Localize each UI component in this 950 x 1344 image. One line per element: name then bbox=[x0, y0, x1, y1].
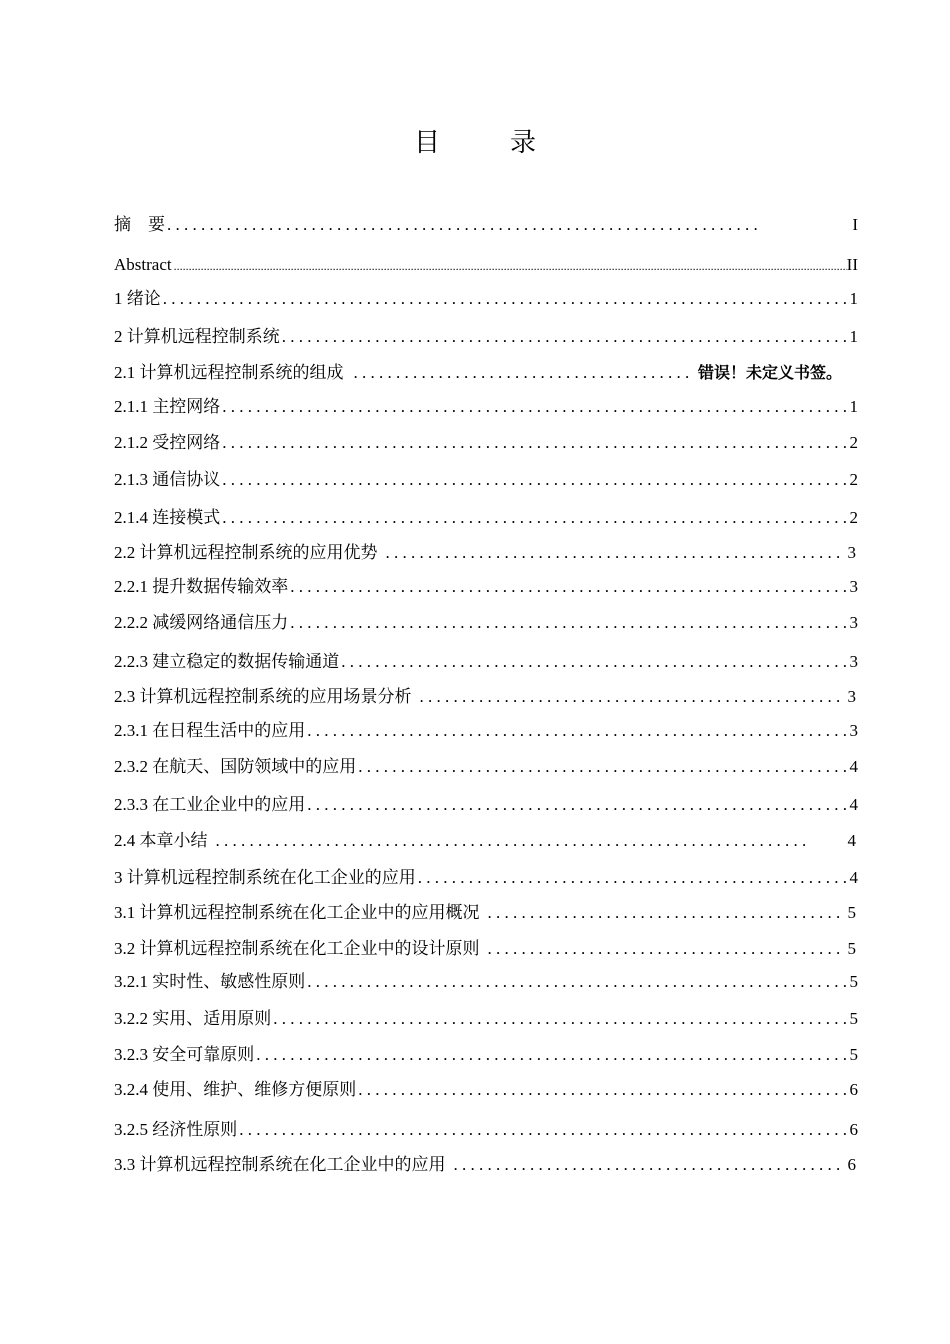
toc-entry[interactable] bbox=[114, 865, 858, 891]
toc-entry-page: 5 bbox=[849, 1045, 858, 1064]
toc-leader-dots bbox=[165, 212, 842, 238]
toc-entry-label: 2.1.2 受控网络 bbox=[114, 433, 221, 452]
toc-entry-label: 3.2 计算机远程控制系统在化工企业中的设计原则 bbox=[114, 939, 480, 958]
toc-leader-dots bbox=[452, 1152, 842, 1178]
toc-entry-label: 3.2.4 使用、维护、维修方便原则 bbox=[114, 1080, 357, 1099]
toc-leader-dots bbox=[352, 360, 690, 386]
toc-entry[interactable] bbox=[114, 684, 858, 710]
toc-entry[interactable] bbox=[114, 574, 858, 600]
toc-entry-page: 3 bbox=[847, 687, 856, 706]
toc-leader-dots bbox=[220, 505, 849, 531]
toc-entry-label: 2.2.3 建立稳定的数据传输通道 bbox=[114, 652, 340, 671]
toc-entry[interactable] bbox=[114, 610, 858, 636]
toc-entry-label: 3.2.3 安全可靠原则 bbox=[114, 1045, 255, 1064]
toc-entry-label: 2 计算机远程控制系统 bbox=[114, 327, 280, 346]
toc-entry-page: 6 bbox=[849, 1080, 858, 1099]
toc-entry[interactable] bbox=[114, 969, 858, 995]
toc-entry-label: 3 计算机远程控制系统在化工企业的应用 bbox=[114, 868, 416, 887]
toc-leader-dots bbox=[271, 1006, 849, 1032]
toc-entry-page: 1 bbox=[849, 289, 858, 308]
toc-entry-label: 3.2.1 实时性、敏感性原则 bbox=[114, 972, 306, 991]
toc-entry-page: 3 bbox=[849, 652, 858, 671]
toc-entry[interactable] bbox=[114, 430, 858, 456]
toc-leader-dots bbox=[305, 969, 849, 995]
toc-entry-page: 1 bbox=[849, 397, 858, 416]
toc-entry-page: 5 bbox=[849, 1009, 858, 1028]
toc-entry[interactable] bbox=[114, 1117, 858, 1143]
toc-leader-dots bbox=[356, 1077, 849, 1103]
toc-entry[interactable] bbox=[114, 324, 858, 350]
toc-leader-dots bbox=[220, 394, 849, 420]
toc-entry-label: 2.2 计算机远程控制系统的应用优势 bbox=[114, 543, 378, 562]
toc-entry[interactable] bbox=[114, 649, 858, 675]
toc-leader-dots bbox=[416, 865, 850, 891]
toc-leader-dots bbox=[161, 286, 850, 312]
toc-entry-page: 2 bbox=[849, 508, 858, 527]
toc-leader-dots bbox=[220, 467, 849, 493]
toc-leader-dots bbox=[280, 324, 850, 350]
toc-entry-page: 3 bbox=[849, 721, 858, 740]
toc-leader-dots bbox=[486, 900, 842, 926]
toc-entry-page: 错误！未定义书签。 bbox=[697, 363, 842, 382]
toc-leader-dots bbox=[288, 574, 849, 600]
toc-entry-page: 3 bbox=[847, 543, 856, 562]
toc-entry-page: 4 bbox=[849, 795, 858, 814]
toc-entry[interactable] bbox=[114, 505, 858, 531]
toc-leader-dots bbox=[220, 430, 849, 456]
toc-entry[interactable] bbox=[114, 467, 858, 493]
toc-entry-label: 2.3.2 在航天、国防领域中的应用 bbox=[114, 757, 357, 776]
toc-entry-page: 2 bbox=[849, 470, 858, 489]
toc-entry-label: 3.1 计算机远程控制系统在化工企业中的应用概况 bbox=[114, 903, 480, 922]
toc-entry-label: 2.3.3 在工业企业中的应用 bbox=[114, 795, 306, 814]
toc-entry[interactable] bbox=[114, 540, 858, 566]
toc-entry-page: 5 bbox=[847, 903, 856, 922]
toc-leader-dots bbox=[356, 754, 849, 780]
toc-leader-dots bbox=[384, 540, 842, 566]
toc-entry[interactable] bbox=[114, 754, 858, 780]
toc-entry-label: 2.3 计算机远程控制系统的应用场景分析 bbox=[114, 687, 412, 706]
toc-entry[interactable] bbox=[114, 360, 858, 386]
toc-entry-page: 5 bbox=[849, 972, 858, 991]
toc-entry-label: 1 绪论 bbox=[114, 289, 161, 308]
toc-entry-page: 2 bbox=[849, 433, 858, 452]
toc-entry-label: 3.2.2 实用、适用原则 bbox=[114, 1009, 272, 1028]
toc-leader-dots bbox=[305, 718, 849, 744]
toc-entry-page: 4 bbox=[849, 757, 858, 776]
toc-entry-page: II bbox=[846, 255, 858, 274]
toc-entry-label: 3.3 计算机远程控制系统在化工企业中的应用 bbox=[114, 1155, 446, 1174]
toc-entry-page: 5 bbox=[847, 939, 856, 958]
toc-leader-dots bbox=[172, 252, 847, 278]
toc-leader-dots bbox=[418, 684, 842, 710]
toc-entry[interactable] bbox=[114, 1006, 858, 1032]
toc-entry[interactable] bbox=[114, 718, 858, 744]
toc-entry[interactable] bbox=[114, 1152, 858, 1178]
toc-leader-dots bbox=[288, 610, 849, 636]
toc-entry[interactable] bbox=[114, 286, 858, 312]
toc-entry-label: 2.1.4 连接模式 bbox=[114, 508, 221, 527]
toc-entry[interactable] bbox=[114, 828, 858, 854]
toc-entry-label: 摘 要 bbox=[114, 215, 165, 234]
toc-entry-page: 3 bbox=[849, 613, 858, 632]
toc-entry-label: 2.2.2 减缓网络通信压力 bbox=[114, 613, 289, 632]
toc-leader-dots bbox=[214, 828, 842, 854]
toc-leader-dots bbox=[486, 936, 842, 962]
toc-entry-page: 1 bbox=[849, 327, 858, 346]
toc-entry[interactable] bbox=[114, 1077, 858, 1103]
toc-leader-dots bbox=[339, 649, 849, 675]
toc-entry-label: 3.2.5 经济性原则 bbox=[114, 1120, 238, 1139]
toc-entry-page: 3 bbox=[849, 577, 858, 596]
toc-entry-page: 6 bbox=[849, 1120, 858, 1139]
toc-entry[interactable] bbox=[114, 900, 858, 926]
toc-entry[interactable] bbox=[114, 1042, 858, 1068]
toc-entry[interactable] bbox=[114, 936, 858, 962]
toc-entry-page: 6 bbox=[847, 1155, 856, 1174]
toc-title: 目 录 bbox=[413, 128, 558, 157]
toc-entry-label: 2.1.1 主控网络 bbox=[114, 397, 221, 416]
toc-leader-dots bbox=[237, 1117, 849, 1143]
toc-entry-page: I bbox=[852, 215, 858, 234]
toc-entry-label: Abstract bbox=[114, 255, 172, 274]
toc-entry[interactable] bbox=[114, 252, 858, 278]
toc-entry-label: 2.3.1 在日程生活中的应用 bbox=[114, 721, 306, 740]
toc-entry[interactable] bbox=[114, 394, 858, 420]
toc-entry-page: 4 bbox=[849, 868, 858, 887]
toc-entry-label: 2.1.3 通信协议 bbox=[114, 470, 221, 489]
toc-entry-label: 2.1 计算机远程控制系统的组成 bbox=[114, 363, 344, 382]
toc-entry-label: 2.4 本章小结 bbox=[114, 831, 208, 850]
toc-entry-page: 4 bbox=[847, 831, 856, 850]
toc-entry[interactable] bbox=[114, 792, 858, 818]
toc-entry-label: 2.2.1 提升数据传输效率 bbox=[114, 577, 289, 596]
toc-leader-dots bbox=[305, 792, 849, 818]
toc-leader-dots bbox=[254, 1042, 849, 1068]
toc-entry[interactable] bbox=[114, 212, 858, 238]
